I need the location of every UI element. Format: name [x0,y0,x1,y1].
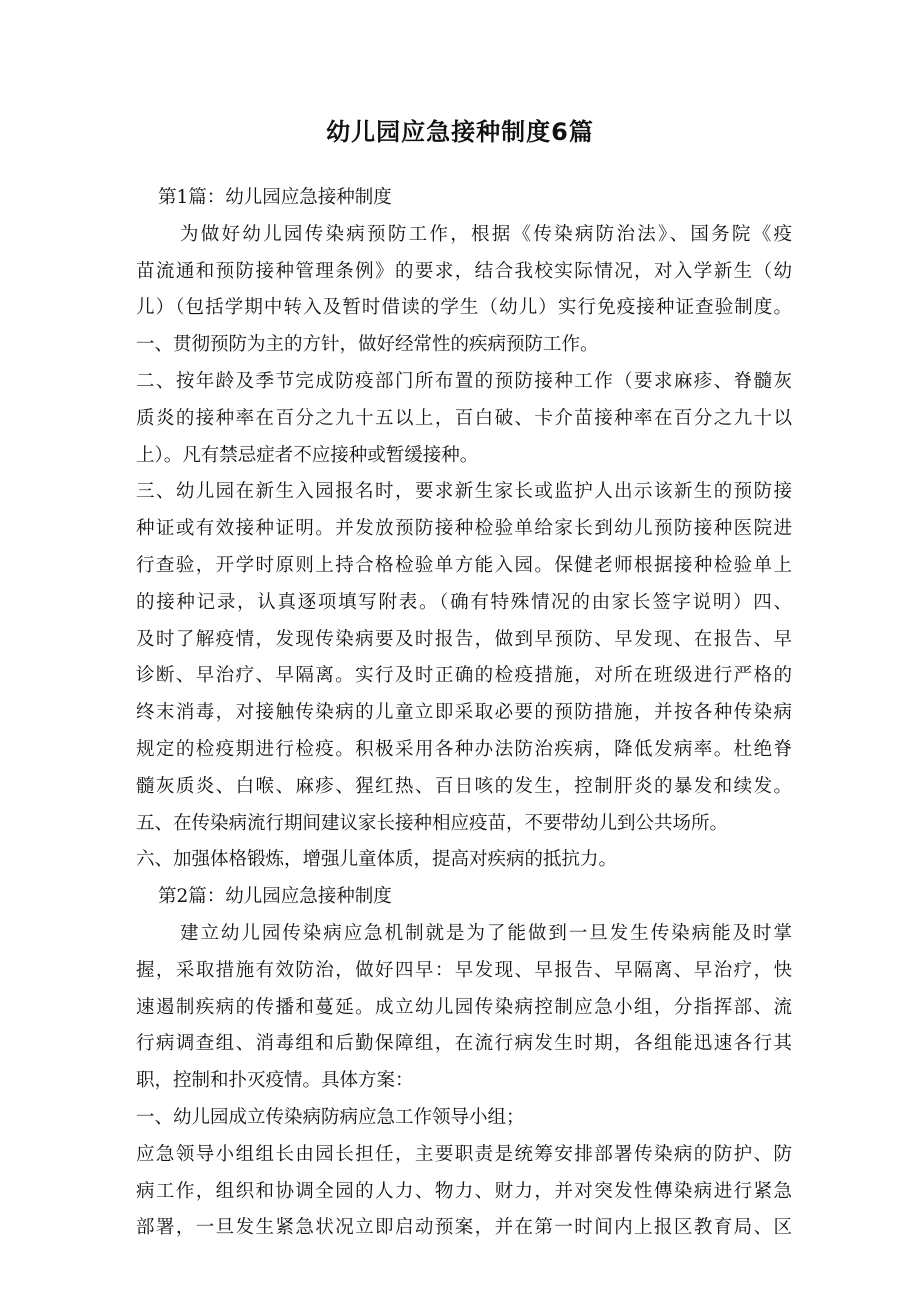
paragraph-line: 髓灰质炎、白喉、麻疹、猩红热、百日咳的发生，控制肝炎的暴发和续发。 [136,775,792,797]
document-body [136,180,792,1247]
paragraph-line: 职，控制和扑灭疫情。具体方案： [136,1070,414,1092]
paragraph-line: 质炎的接种率在百分之九十五以上，百白破、卡介苗接种率在百分之九十以 [136,407,792,429]
paragraph-line: 三、幼儿园在新生入园报名时，要求新生家长或监护人出示该新生的预防接 [136,481,792,503]
paragraph-line: 五、在传染病流行期间建议家长接种相应疫苗，不要带幼儿到公共场所。 [136,812,729,834]
paragraph-line: 为做好幼儿园传染病预防工作，根据《传染病防治法》、国务院《疫 [180,223,792,245]
paragraph-line: 儿）（包括学期中转入及暂时借读的学生（幼儿）实行免疫接种证查验制度。 [136,297,792,319]
paragraph-line: 二、按年龄及季节完成防疫部门所布置的预防接种工作（要求麻疹、脊髓灰 [136,370,792,392]
paragraph-line: 六、加强体格锻炼，增强儿童体质，提高对疾病的抵抗力。 [136,849,618,871]
paragraph-line: 应急领导小组组长由园长担任，主要职责是统筹安排部署传染病的防护、防 [136,1143,792,1165]
paragraph-line: 建立幼儿园传染病应急机制就是为了能做到一旦发生传染病能及时掌 [180,922,792,944]
paragraph-line: 苗流通和预防接种管理条例》的要求，结合我校实际情况，对入学新生（幼 [136,260,792,282]
paragraph-line: 的接种记录，认真逐项填写附表。（确有特殊情况的由家长签字说明）四、 [136,591,792,613]
paragraph-line: 终末消毒，对接触传染病的儿童立即采取必要的预防措施，并按各种传染病 [136,702,792,724]
section-heading-1: 第1篇：幼儿园应急接种制度 [158,187,392,208]
paragraph-line: 行查验，开学时原则上持合格检验单方能入园。保健老师根据接种检验单上 [136,554,792,576]
paragraph-line: 速遏制疾病的传播和蔓延。成立幼儿园传染病控制应急小组，分指挥部、流 [136,996,792,1018]
paragraph-line: 一、幼儿园成立传染病防病应急工作领导小组； [136,1106,525,1128]
section-heading-2: 第2篇：幼儿园应急接种制度 [158,886,392,908]
paragraph-line: 握，采取措施有效防治，做好四早：早发现、早报告、早隔离、早治疗，快 [136,959,792,981]
paragraph-line: 病工作，组织和协调全园的人力、物力、财力，并对突发性傳染病进行紧急 [136,1180,792,1202]
paragraph-line: 种证或有效接种证明。并发放预防接种检验单给家长到幼儿预防接种医院进 [136,518,792,540]
paragraph-line: 规定的检疫期进行检疫。积极采用各种办法防治疾病，降低发病率。杜绝脊 [136,738,792,760]
paragraph-line: 及时了解疫情，发现传染病要及时报告，做到早预防、早发现、在报告、早 [136,628,792,650]
document-title: 幼儿园应急接种制度6篇 [326,118,594,146]
paragraph-line: 上）。凡有禁忌症者不应接种或暂缓接种。 [136,444,479,466]
paragraph-line: 一、贯彻预防为主的方针，做好经常性的疾病预防工作。 [136,334,599,356]
paragraph-line: 部署，一旦发生紧急状况立即启动预案，并在第一时间内上报区教育局、区 [136,1217,792,1239]
paragraph-line: 诊断、早治疗、早隔离。实行及时正确的检疫措施，对所在班级进行严格的 [136,665,792,687]
paragraph-line: 行病调查组、消毒组和后勤保障组，在流行病发生时期，各组能迅速各行其 [136,1033,792,1055]
